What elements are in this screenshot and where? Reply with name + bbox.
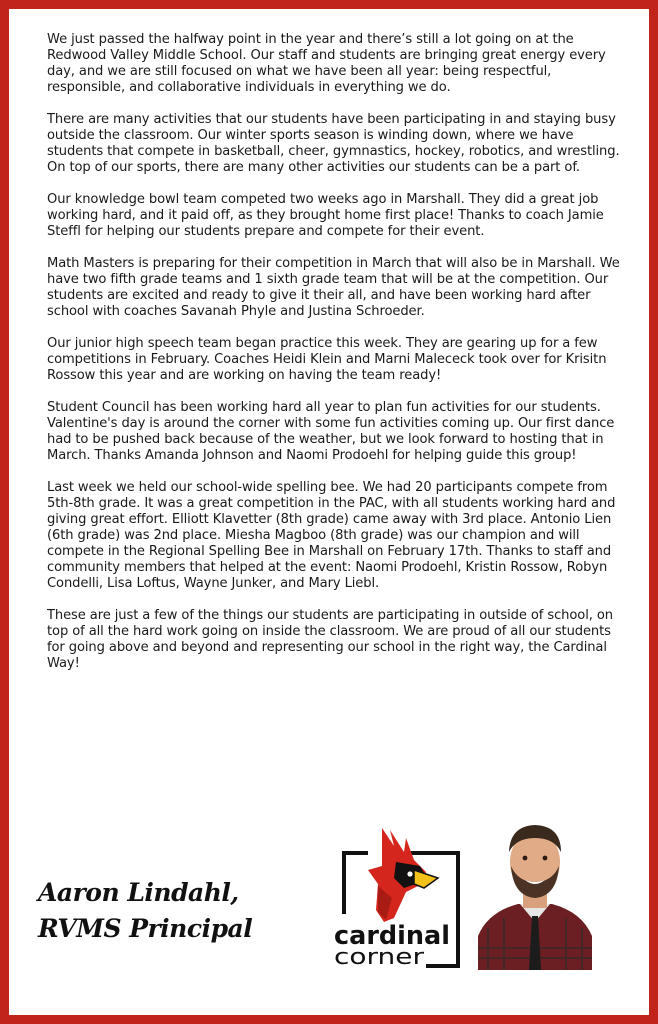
paragraph-knowledge-bowl: Our knowledge bowl team competed two weeks ago in Marshall. They did a great job working hard, and it paid off, as they brought home first place! Thanks to coach Jamie Steffl for helping our students prepare and compete for their event.	[47, 192, 604, 239]
paragraph-activities: There are many activities that our students have been participating in and staying busy outside the classroom. Our winter sports season is winding down, where we have students that compete in basketball, cheer, gymnastics, hockey, robotics, and wrestling. On top of our sports, there are many other activities our students can be a part of.	[47, 112, 620, 175]
paragraph-speech-team: Our junior high speech team began practice this week. They are gearing up for a few competitions in February. Coaches Heidi Klein and Marni Malececk took over for Krisitn Rossow this year and are working on having the team ready!	[47, 336, 607, 383]
principal-photo	[478, 818, 592, 970]
signature-name: Aaron Lindahl,	[38, 878, 239, 907]
cardinal-corner-logo	[334, 826, 464, 970]
letter-body	[47, 32, 622, 688]
signature-title: RVMS Principal	[38, 914, 253, 943]
cardinal-bird-icon	[368, 828, 438, 922]
paragraph-student-council: Student Council has been working hard all year to plan fun activities for our students. Valentine's day is around the corner with some fun activities coming up. Our first dance had to be pushed back because of the weather, but we look forward to hosting that in March. Thanks Amanda Johnson and Naomi Prodoehl for helping guide this group!	[47, 400, 615, 463]
paragraph-closing: These are just a few of the things our students are participating in outside of school, on top of all the hard work going on inside the classroom. We are proud of all our students for going above and beyond and representing our school in the right way, the Cardinal Way!	[47, 608, 613, 671]
paragraph-math-masters: Math Masters is preparing for their competition in March that will also be in Marshall. We have two fifth grade teams and 1 sixth grade team that will be at the competition. Our students are excited and ready to give it their all, and have been working hard after school with coaches Savanah Phyle and Justina Schroeder.	[47, 256, 620, 319]
signature	[38, 875, 252, 947]
logo-word-corner: corner	[334, 945, 426, 970]
paragraph-halfway: We just passed the halfway point in the year and there’s still a lot going on at the Redwood Valley Middle School. Our staff and students are bringing great energy every day, and we are still focused on what we have been all year: being respectful, responsible, and collaborative individuals in everything we do.	[47, 32, 606, 95]
logo-word-cardinal: cardinal	[334, 921, 450, 951]
paragraph-spelling-bee: Last week we held our school-wide spelling bee. We had 20 participants compete from 5th-8th grade. It was a great competition in the PAC, with all students working hard and giving great effort. Elliott Klavetter (8th grade) came away with 3rd place. Antonio Lien (6th grade) was 2nd place. Miesha Magboo (8th grade) was our champion and will compete in the Regional Spelling Bee in Marshall on February 17th. Thanks to staff and community members that helped at the event: Naomi Prodoehl, Kristin Rossow, Robyn Condelli, Lisa Loftus, Wayne Junker, and Mary Liebl.	[47, 480, 616, 591]
